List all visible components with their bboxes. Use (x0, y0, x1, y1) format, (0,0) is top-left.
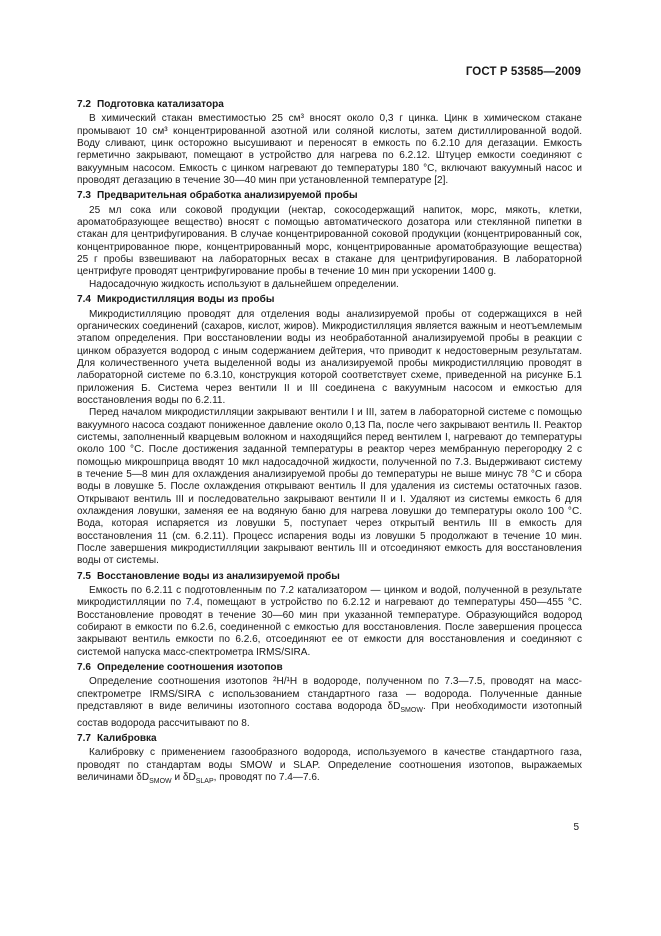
paragraph: Емкость по 6.2.11 с подготовленным по 7.2 катализатором — цинком и водой, полученной в результате микродистилляции по 7.4, помещают в устройство по 6.2.12 и нагревают до температуры 450—455 °С. Восстановление проводят в течение 30—60 мин при указанной температуре. Образующийся водород собирают в емкости по 6.2.6, соединенной с емкостью для восстановления. После завершения процесса закрывают вентиль емкости по 6.2.6, отсоединяют ее от емкости для восстановления и соединяют с системой напуска масс-спектрометра IRMS/SIRA. (77, 585, 582, 658)
section-heading (77, 99, 582, 111)
section-title: Восстановление воды из анализируемой пробы (96, 570, 340, 582)
paragraph: 25 мл сока или соковой продукции (нектар, сокосодержащий напиток, морс, мякоть, клетки, ароматобразующее вещество) вносят с помощью автоматического дозатора или стеклянной пипетки в стакан для центрифугирования. В случае концентрированной соковой продукции (концентрированный сок, концентрированное пюре, концентрированный морс, концентрированные ароматобразующие вещества) 25 г пробы взвешивают на лабораторных весах в стакане для центрифугирования. В лабораторной центрифуге проводят центрифугирование пробы в течение 10 мин при ускорении 1400 g. (77, 204, 582, 278)
section-title: Микродистилляция воды из пробы (96, 294, 275, 306)
section-number: 7.7 (77, 732, 91, 744)
section-title: Подготовка катализатора (96, 99, 224, 110)
section-heading (77, 662, 582, 674)
section-heading (77, 733, 582, 745)
section-number: 7.2 (77, 99, 91, 110)
section-heading (77, 294, 582, 306)
section-heading (77, 190, 582, 202)
paragraph: Калибровку с применением газообразного водорода, используемого в качестве стандартного газа, проводят по стандартам воды SMOW и SLAP. Определение соотношения изотопов, выражаемых величинами $\delta D_{SMOW}$ и $\delta D_{SLAP}$, проводят по 7.4—7.6. (77, 747, 582, 785)
paragraph: В химический стакан вместимостью 25 см³ вносят около 0,3 г цинка. Цинк в химическом стакане промывают 10 см³ концентрированной азотной или соляной кислоты, затем дистиллированной водой. Воду сливают, цинк осторожно высушивают и переносят в емкость по 6.2.10 для дегазации. Емкость герметично закрывают, помещают в устройство для нагрева по 6.2.12. Штуцер емкости соединяют с вакуумным насосом. Емкость с цинком нагревают до температуры 180 °С, включают вакуумный насос и проводят дегазацию в течение 30—40 мин при установленной температуре [2]. (77, 113, 582, 187)
section-heading (77, 571, 582, 583)
paragraph: Перед началом микродистилляции закрывают вентили I и III, затем в лабораторной системе с помощью вакуумного насоса создают пониженное давление около 0,13 Па, после чего закрывают вентиль II. Реактор системы, заполненный кварцевым волокном и находящийся перед вентилем I, нагревают до температуры около 100 °С. После достижения заданной температуры в реактор через мембранную перегородку 2 с помощью микрошприца вводят 10 мкл надосадочной жидкости, полученной по 7.3. Выдерживают систему в течение 5—8 мин для охлаждения анализируемой пробы до температуры не выше минус 78 °С и сбора воды в ловушке 5. После охлаждения открывают вентиль II для удаления из системы остаточных газов. Открывают вентиль III и последовательно закрывают вентили II и I. Удаляют из системы емкость 6 для охлаждения ловушки, заменяя ее на водяную баню для нагрева ловушки до температуры около 100 °С. Вода, которая испаряется из ловушки 5, поступает через открытый вентиль III в емкость для восстановления 11 (см. 6.2.11). Процесс испарения воды из ловушки 5 продолжают в течение 10 мин. После завершения микродистилляции закрывают вентиль III и отсоединяют емкость для восстановления воды от системы. (77, 407, 582, 567)
paragraph: Микродистилляцию проводят для отделения воды анализируемой пробы от содержащихся в ней органических соединений (сахаров, кислот, жиров). Микродистилляция является важным и неотъемлемым этапом определения. При восстановлении воды из необработанной анализируемой пробы в реакции с цинком образуется водород с иным содержанием дейтерия, что приводит к недостоверным результатам. Для количественного учета выделенной воды из анализируемой пробы микродистилляцию проводят в лабораторной системе по 6.3.10, конструкция которой соответствует схеме, приведенной на рисунке Б.1 приложения Б. Система через вентили II и III соединена с вакуумным насосом и емкостью для восстановления воды по 6.2.11. (77, 308, 582, 406)
section-number: 7.3 (77, 190, 91, 202)
section-number: 7.4 (77, 294, 91, 306)
document-code: ГОСТ Р 53585—2009 (465, 66, 581, 78)
paragraph: Надосадочную жидкость используют в дальнейшем определении. (89, 278, 399, 290)
section-title: Калибровка (96, 732, 157, 744)
section-number: 7.5 (77, 570, 91, 582)
paragraph: Определение соотношения изотопов ²H/¹H в водороде, полученном по 7.3—7.5, проводят на масс-спектрометре IRMS/SIRA с использованием стандартного газа — водорода. Полученные данные представляют в виде величины изотопного состава водорода $\delta D_{SMOW}$. При необходимости изотопный состав водорода рассчитывают по 8. (77, 676, 582, 729)
section-number: 7.6 (77, 662, 91, 674)
page-number: 5 (573, 822, 579, 833)
document-body (77, 96, 582, 788)
section-title: Предварительная обработка анализируемой пробы (96, 190, 358, 202)
section-title: Определение соотношения изотопов (96, 662, 283, 674)
